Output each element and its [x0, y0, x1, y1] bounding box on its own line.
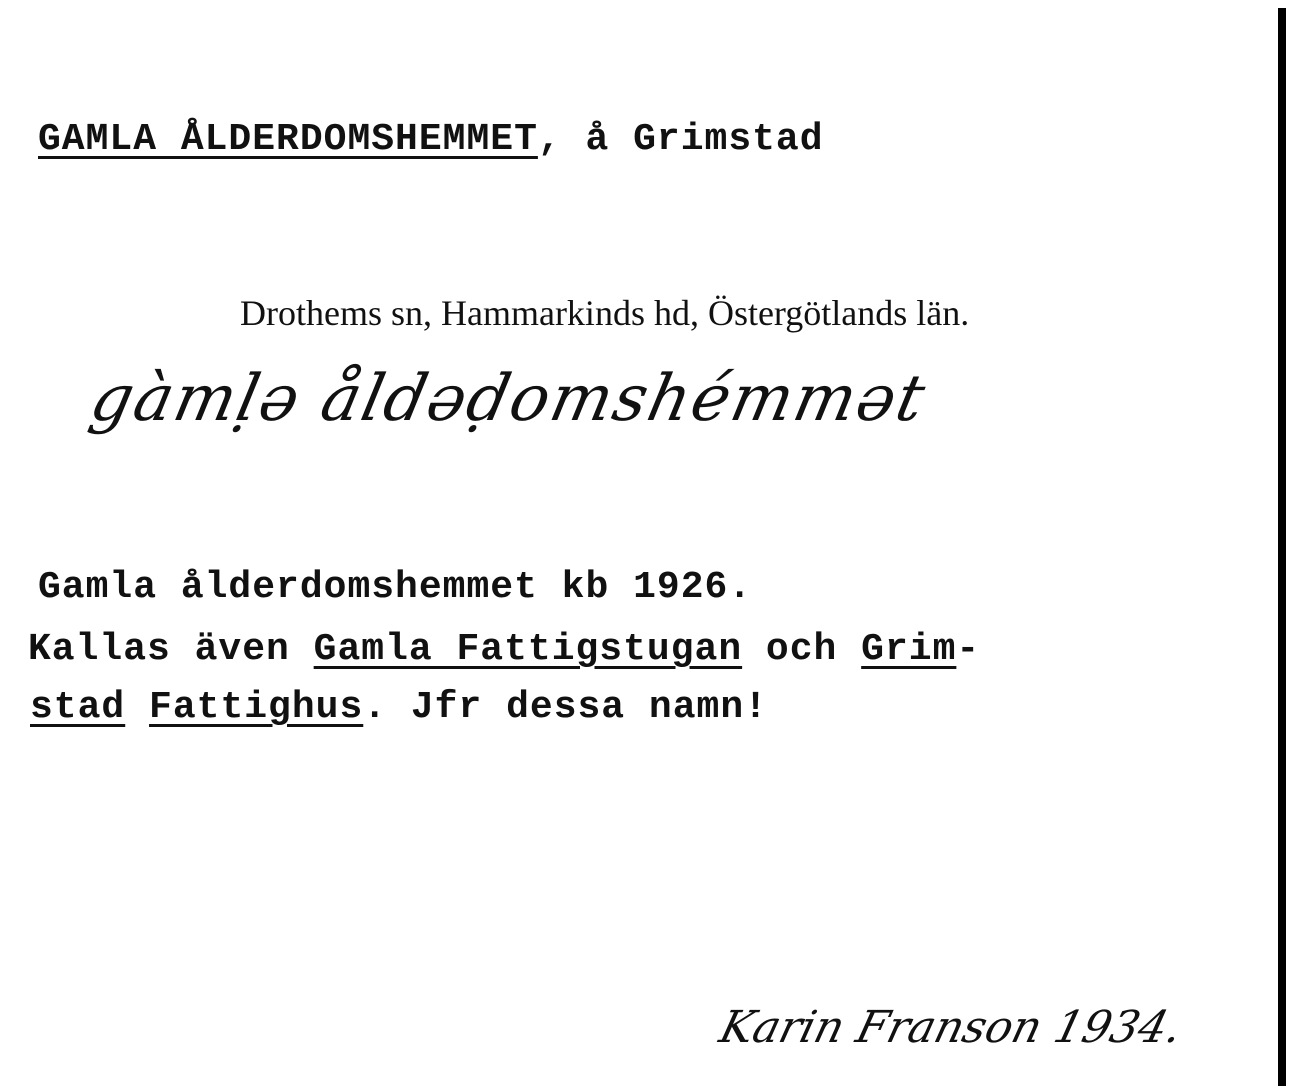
card-edge-border	[1278, 8, 1286, 1086]
location-line: Drothems sn, Hammarkinds hd, Östergötlands län.	[240, 293, 970, 333]
heading-rest: , å Grimstad	[537, 118, 824, 161]
phonetic-transcription: gàmḷə åldəḍomshémmət	[84, 362, 933, 436]
signature: Karin Franson 1934.	[714, 1002, 1188, 1053]
body-line-1: Gamla ålderdomshemmet kb 1926.	[38, 566, 753, 609]
heading-name: GAMLA ÅLDERDOMSHEMMET	[38, 118, 538, 161]
body-line-2-mid: och	[742, 628, 862, 671]
alt-name-grimstad-part1: Grim	[861, 628, 957, 671]
alt-name-fattighus: Fattighus	[149, 686, 364, 729]
alt-name-grimstad-part2: stad	[30, 686, 126, 729]
card-heading	[38, 118, 824, 161]
body-line-3	[30, 686, 768, 729]
body-line-3-suffix: . Jfr dessa namn!	[363, 686, 768, 729]
hyphen: -	[956, 628, 981, 671]
body-line-3-space	[125, 686, 149, 729]
alt-name-fattigstugan: Gamla Fattigstugan	[313, 628, 743, 671]
body-line-2	[28, 628, 980, 671]
body-line-2-prefix: Kallas även	[28, 628, 314, 671]
